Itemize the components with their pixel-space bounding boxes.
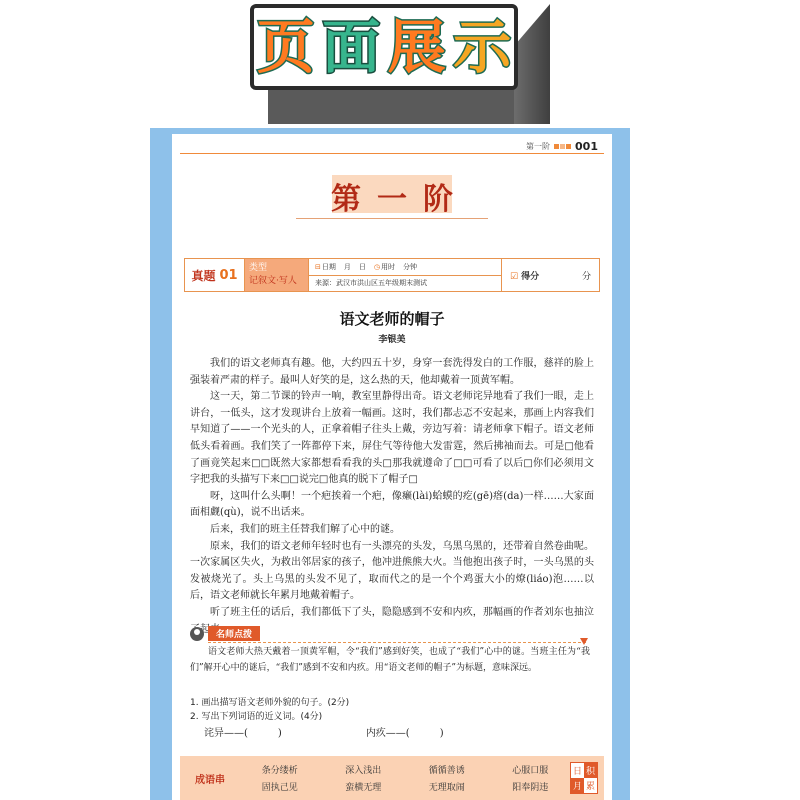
article-title: 语文老师的帽子	[339, 310, 445, 328]
banner	[250, 4, 550, 124]
date-field[interactable]	[315, 262, 336, 272]
tip-text: 语文老师大热天戴着一顶黄军帽，令“我们”感到好笑，也成了“我们”心中的谜。当班主任为“我们”解开心中的谜后，“我们”感到不安和内疚。用“语文老师的帽子”为标题，意味深远。	[190, 647, 590, 673]
idiom-item: 心服口服	[512, 766, 549, 776]
score-box[interactable]	[501, 259, 599, 291]
question-meta	[309, 259, 501, 291]
stamp-char: 累	[585, 782, 595, 792]
paragraph: 我们的语文老师真有趣。他，大约四五十岁，身穿一套洗得发白的工作服，慈祥的脸上强装着严肃的样子。最叫人好笑的是，这么热的天，他却戴着一顶黄军帽。	[190, 358, 594, 386]
tip-divider	[208, 642, 586, 643]
date-time-row	[309, 259, 501, 276]
document-page	[150, 128, 630, 800]
tip-label: 名师点拨	[208, 626, 260, 641]
checkbox-icon: ☑	[510, 271, 519, 282]
task-item: 2. 写出下列词语的近义词。(4分)	[190, 712, 323, 722]
source-text: 来源：武汉市洪山区五年级期末测试	[315, 279, 427, 288]
score-label: 得分	[521, 271, 540, 282]
question-number: 01	[219, 267, 238, 283]
banner-char-4: 示	[453, 13, 512, 81]
banner-char-2: 面	[322, 13, 381, 81]
paragraph: 这一天，第二节课的铃声一响，教室里静得出奇。语文老师诧异地看了我们一眼，走上讲台，一低头，这才发现讲台上放着一幅画。这时，我们都忐忑不安起来，那画上内容我们早知道了——一个光头的人，正拿着帽子往头上戴，旁边写着：请老师拿下帽子。语文老师低头看着画。我们笑了一阵都停下来，屏住气等待他大发雷霆，然后拂袖而去。可是□他看了画竟笑起来□□既然大家都想看看我的头□那我就遵命了□□可看了以后□你们必须用文字把我的头描写下来□□说完□他真的脱下了帽子□	[190, 391, 594, 486]
idiom-item: 阳奉阴违	[512, 783, 549, 793]
banner-char-1: 页	[256, 13, 315, 81]
clock-icon: ◷	[373, 262, 380, 271]
question-title	[185, 259, 245, 291]
question-type-value: 记叙文·写人	[249, 276, 297, 286]
tip-header	[190, 626, 260, 641]
idiom-strip	[180, 756, 604, 800]
day-label: 日	[358, 262, 366, 271]
idiom-item: 无理取闹	[428, 783, 465, 793]
task-item: 1. 画出描写语文老师外貌的句子。(2分)	[190, 698, 350, 708]
paragraph: 原来，我们的语文老师年轻时也有一头漂亮的头发，乌黑乌黑的，还带着自然卷曲呢。一次家属区失火，为救出邻居家的孩子，他冲进熊熊大火。当他抱出孩子时，一头乌黑的头发被烧光了。头上乌黑的头发不见了，取而代之的是一个个鸡蛋大小的燎(liáo)泡……以后，语文老师就长年累月地戴着帽子。	[190, 540, 594, 602]
idiom-grid	[240, 763, 570, 793]
banner-shadow-side	[514, 4, 550, 124]
question-type-label: 类型	[249, 263, 268, 273]
banner-char-3: 展	[387, 13, 446, 81]
banner-title	[250, 4, 518, 90]
fill-in-row	[190, 727, 594, 741]
question-label: 真题	[191, 268, 216, 283]
stamp-char: 日	[572, 767, 582, 777]
stamp-char: 积	[584, 763, 597, 778]
score-unit: 分	[581, 271, 591, 282]
article-author: 李银美	[378, 335, 406, 345]
paragraph: 呀，这叫什么头啊！一个疤挨着一个疤，像癞(lài)蛤蟆的疙(gē)瘩(da)一样……大家面面相觑(qù)，说不出话来。	[190, 490, 594, 519]
time-label: 用时	[380, 262, 395, 271]
question-type	[245, 259, 309, 291]
date-label: 日期	[321, 262, 336, 271]
decor-squares-icon	[554, 144, 571, 149]
paragraph: 听了班主任的话后，我们都低下了头，隐隐感到不安和内疚，那幅画的作者刘东也抽泣 起	[199, 606, 594, 635]
idiom-item: 深入浅出	[345, 766, 382, 776]
chapter-rule	[296, 218, 488, 219]
idiom-item: 循循善诱	[428, 766, 465, 776]
running-header-section: 第一阶	[526, 142, 551, 151]
accumulate-stamp	[570, 762, 598, 794]
fill-in-blank[interactable]: 内疚——( )	[365, 728, 444, 739]
header-rule	[180, 153, 604, 154]
idiom-item: 固执己见	[261, 783, 298, 793]
calendar-icon: ⊟	[315, 262, 321, 271]
stamp-char: 月	[571, 778, 584, 793]
idiom-caption: 成语串	[195, 774, 225, 786]
article-body	[190, 356, 594, 638]
chapter-title: 第一阶	[331, 182, 469, 217]
task-list	[190, 696, 594, 741]
fill-in-blank[interactable]: 诧异——( )	[204, 728, 282, 739]
idiom-item: 条分缕析	[261, 766, 298, 776]
time-field[interactable]	[374, 262, 395, 272]
question-info-bar	[184, 258, 600, 292]
idiom-item: 蛮横无理	[345, 783, 382, 793]
month-label: 月	[343, 262, 351, 271]
minute-label: 分钟	[402, 262, 417, 271]
teacher-icon	[190, 627, 204, 641]
running-header	[526, 140, 598, 153]
page-number: 001	[575, 140, 598, 153]
paragraph: 后来，我们的班主任替我们解了心中的谜。	[210, 523, 400, 535]
